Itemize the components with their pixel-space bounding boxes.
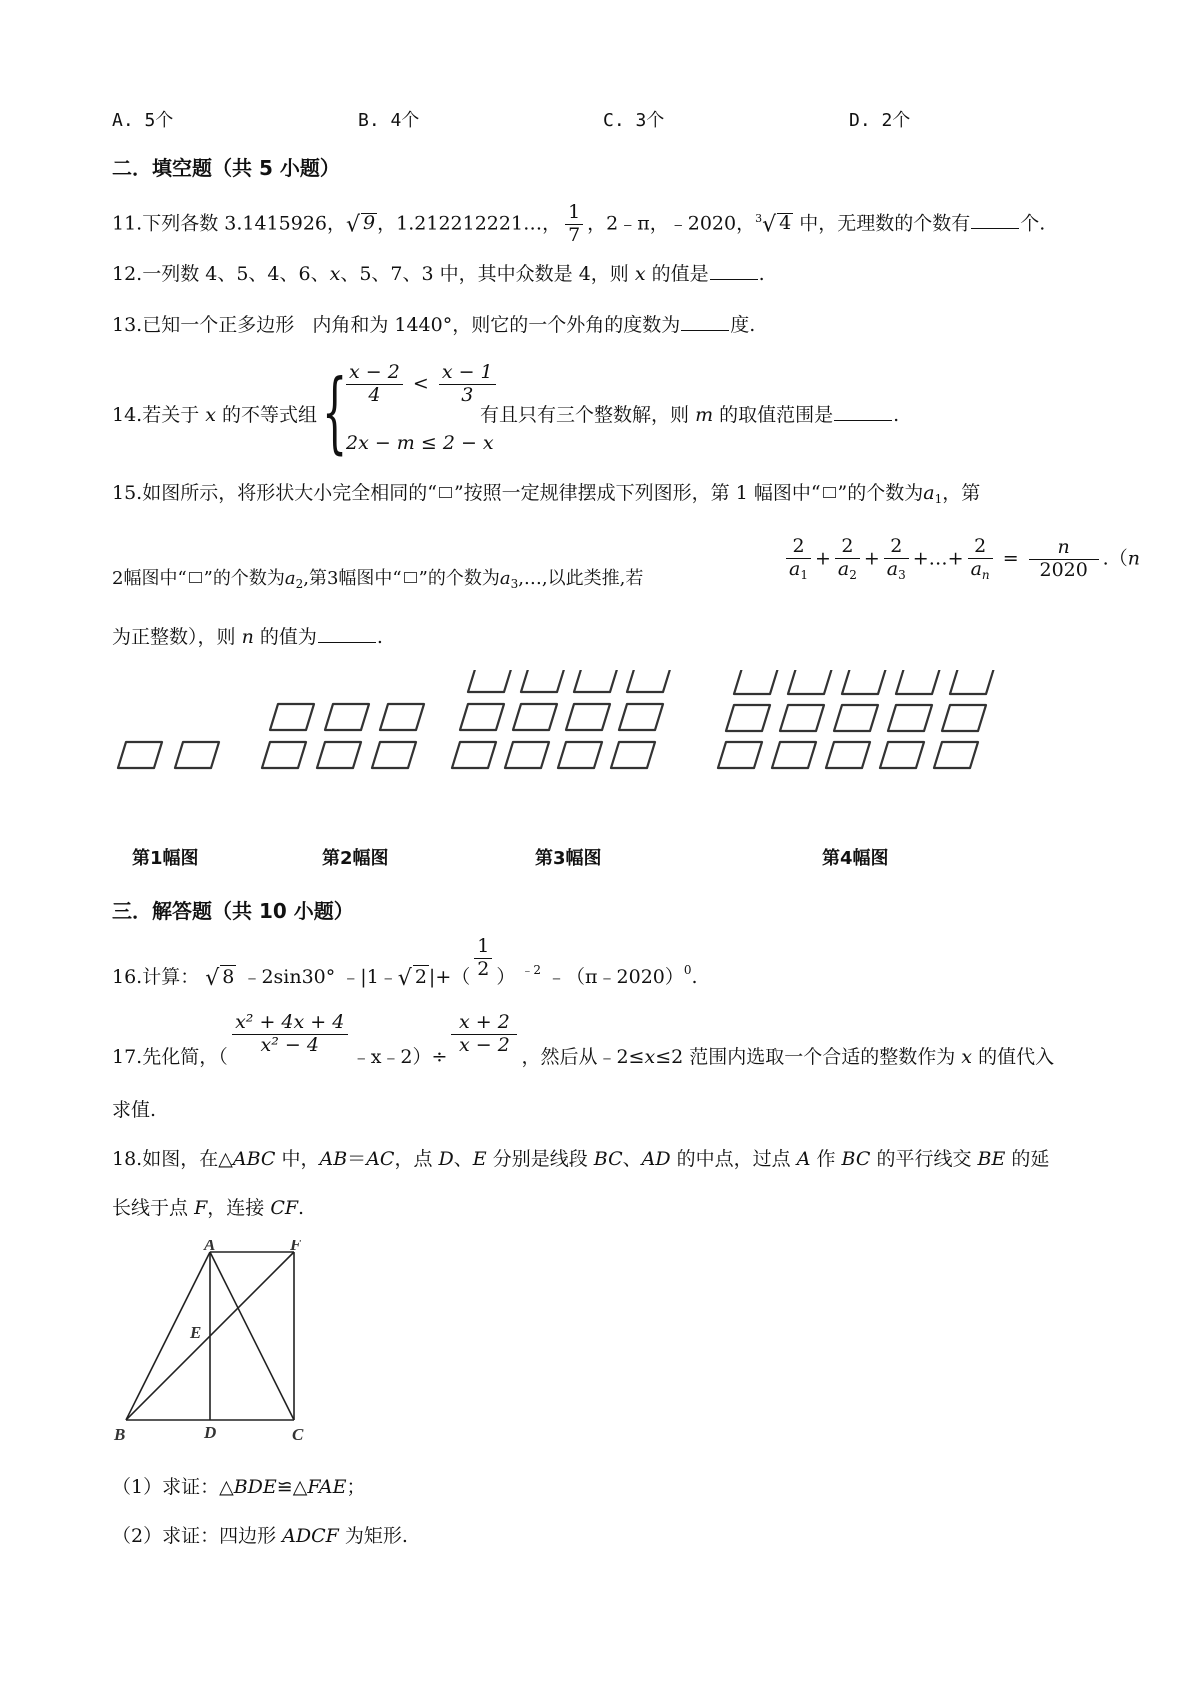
parallelogram-tile (468, 670, 512, 692)
cbrt-4: 4 (779, 212, 792, 235)
parallelogram-tile (950, 670, 994, 694)
option-c: C. 3个 (603, 110, 665, 131)
parallelogram-tile (718, 742, 762, 768)
question-15-line-3: 为正整数），则 n 的值为 . (112, 626, 383, 648)
parallelogram-tile (317, 742, 361, 768)
answer-blank-15[interactable] (318, 641, 376, 643)
question-18-part-1: （1）求证：△BDE≌△FAE； (112, 1476, 366, 1498)
square-symbol-icon (439, 487, 452, 498)
parallelogram-tile (627, 670, 671, 692)
parallelogram-tile (888, 705, 932, 731)
parallelogram-tile (270, 704, 314, 730)
parallelogram-tile (788, 670, 832, 694)
parallelogram-tile (826, 742, 870, 768)
figure-caption-1: 第1幅图 (132, 848, 199, 869)
parallelogram-tile (262, 742, 306, 768)
parallelogram-tile (118, 742, 162, 768)
section-2-heading: 二．填空题（共 5 小题） (112, 156, 340, 180)
parallelogram-tile (772, 742, 816, 768)
point-label-f: F (290, 1240, 302, 1254)
option-a: A. 5个 (112, 110, 174, 131)
sqrt-9: 9 (363, 212, 376, 235)
parallelogram-tile (566, 704, 610, 730)
question-17-line-2: 求值. (112, 1099, 157, 1121)
square-symbol-icon (189, 572, 202, 583)
square-symbol-icon (404, 572, 417, 583)
point-label-d: D (204, 1423, 217, 1442)
parallelogram-tile (934, 742, 978, 768)
question-17: 17.先化简，（ $\frac{\text{x² + 4x + 4}}{\text{x² − 4}}$ ﹣x﹣2）÷ $\frac{x + 2}{x - 2}$ ，然后从﹣2≤x≤2 范围内选取一个合适的整数作为 x 的值代入 (112, 1011, 1055, 1069)
system-brace: { (322, 360, 348, 463)
parallelogram-tile (942, 705, 986, 731)
figure-caption-4: 第4幅图 (822, 848, 889, 869)
question-18-part-2: （2）求证：四边形 ADCF 为矩形. (112, 1525, 408, 1547)
parallelogram-tile (574, 670, 618, 692)
parallelogram-tile (726, 705, 770, 731)
question-16: 16.计算： √ 8 ﹣2sin30° ﹣|1﹣√ 2 |+（ $\frac{1}{2}$ ） $^{﹣2}$ ﹣（π﹣2020）$^0$. (112, 935, 698, 992)
section-3-heading: 三．解答题（共 10 小题） (112, 899, 354, 923)
parallelogram-tile (175, 742, 219, 768)
parallelogram-tile (521, 670, 565, 692)
question-12: 12.一列数 4、5、4、6、x、5、7、3 中，其中众数是 4，则 x 的值是 . (112, 263, 765, 285)
point-label-c: C (292, 1425, 304, 1444)
parallelogram-tile (372, 742, 416, 768)
parallelogram-tile (513, 704, 557, 730)
parallelogram-tile (734, 670, 778, 694)
parallelogram-tile (780, 705, 824, 731)
parallelogram-tile (452, 742, 496, 768)
parallelogram-tile (325, 704, 369, 730)
point-label-b: B (114, 1425, 126, 1444)
parallelogram-tile (505, 742, 549, 768)
fraction-1-7: $\frac{1}{7}$ (565, 202, 583, 247)
rectangle-geometry-figure (110, 1240, 350, 1460)
figure-caption-3: 第3幅图 (535, 848, 602, 869)
question-13: 13.已知一个正多边形 内角和为 1440°，则它的一个外角的度数为 度. (112, 314, 756, 336)
question-18-line-1: 18.如图，在△ABC 中，AB＝AC，点 D、E 分别是线段 BC、AD 的中点，过点 A 作 BC 的平行线交 BE 的延 (112, 1148, 1050, 1170)
answer-blank-13[interactable] (681, 329, 729, 331)
parallelogram-tile (558, 742, 602, 768)
square-symbol-icon (823, 487, 836, 498)
question-11: 11.下列各数 3.1415926，√ 9 ，1.212212221…， $\frac{1}{7}$ ，2﹣π，﹣2020，$^3$√ 4 中，无理数的个数有 个. (112, 201, 1046, 246)
parallelogram-pattern-figure (0, 670, 1200, 870)
parallelogram-tile (834, 705, 878, 731)
point-label-a: A (204, 1240, 216, 1254)
parallelogram-tile (460, 704, 504, 730)
parallelogram-tile (896, 670, 940, 694)
parallelogram-tile (842, 670, 886, 694)
series-equation: $\frac{2}{a_1}$ + $\frac{2}{a_2}$ + $\frac{2}{a_3}$ +…+ $\frac{2}{a_n}$ = $\frac{n}{2020}$ .（n (782, 536, 1140, 583)
question-15-line-1: 15.如图所示，将形状大小完全相同的“ ”按照一定规律摆成下列图形，第 1 幅图中“ ”的个数为$a_1$，第 (112, 482, 981, 506)
answer-blank-14[interactable] (834, 419, 892, 421)
answer-blank-12[interactable] (710, 278, 758, 280)
inequality-1: $\frac{x - 2}{4}$ < $\frac{x - 1}{3}$ (342, 362, 500, 407)
option-d: D. 2个 (849, 110, 911, 131)
pattern-groups (118, 670, 1002, 768)
parallelogram-tile (380, 704, 424, 730)
parallelogram-tile (611, 742, 655, 768)
parallelogram-tile (619, 704, 663, 730)
question-18-line-2: 长线于点 F，连接 CF. (112, 1197, 305, 1219)
point-label-e: E (190, 1323, 202, 1342)
segment-ac (210, 1252, 294, 1420)
answer-blank-11[interactable] (971, 227, 1019, 229)
inequality-2: 2x − m ≤ 2 − x (346, 432, 494, 454)
question-15-line-2: 2幅图中“ ”的个数为$a_2$,第3幅图中“ ”的个数为$a_3,\dots$,以此类推,若 (112, 568, 644, 591)
option-b: B. 4个 (358, 110, 420, 131)
figure-caption-2: 第2幅图 (322, 848, 389, 869)
parallelogram-tile (880, 742, 924, 768)
